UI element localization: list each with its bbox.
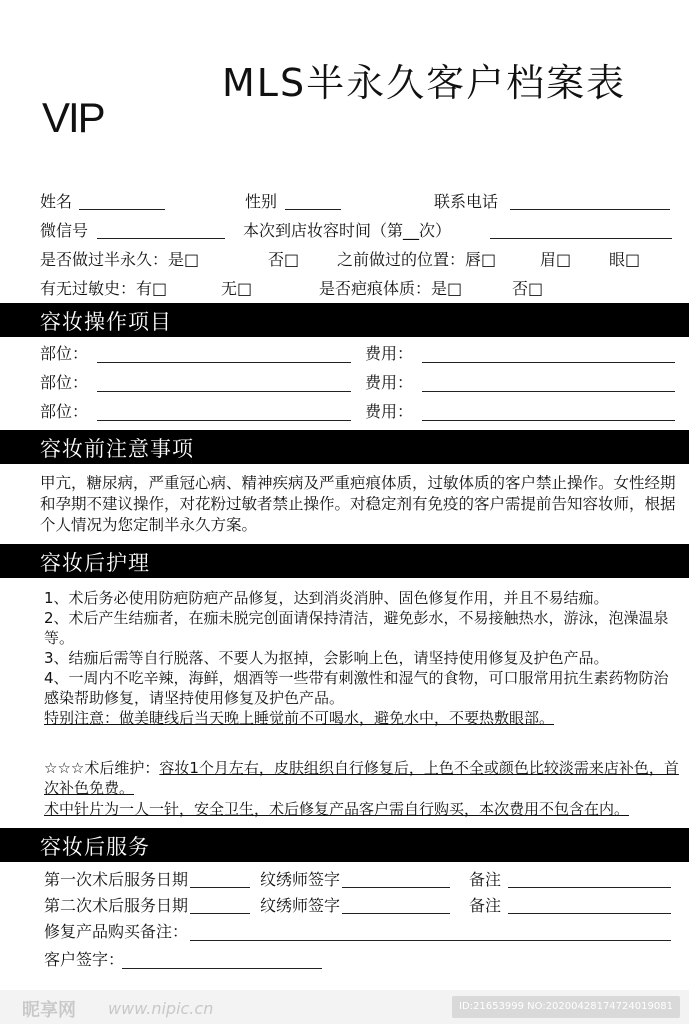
positions-eye[interactable]: 眼□ — [609, 250, 641, 269]
first-date-label: 第一次术后服务日期 — [44, 870, 189, 889]
allergy-no[interactable]: 无□ — [221, 279, 253, 298]
artist-sign-label-1: 纹绣师签字 — [260, 870, 341, 889]
page-title: MLS半永久客户档案表 — [222, 61, 627, 105]
after-care-item: 3、结痂后需等自行脱落、不要人为抠掉，会影响上色，请坚持使用修复及护色产品。 — [44, 649, 609, 667]
gender-label: 性别 — [245, 192, 278, 211]
maintenance-text: 容妆1个月左右，皮肤组织自行修复后，上色不全或颜色比较淡需来店补色，首次补色免费。 — [44, 759, 679, 797]
remark-field-2[interactable] — [508, 912, 671, 914]
wechat-label: 微信号 — [40, 221, 89, 240]
needle-note-wrap — [44, 799, 680, 819]
done-before-no[interactable]: 否□ — [268, 250, 300, 269]
section-title-operation: 容妆操作项目 — [40, 310, 172, 334]
visit-time-label: 本次到店妆容时间（第__次） — [243, 221, 452, 240]
before-notes: 甲亢，糖尿病，严重冠心病、精神疾病及严重疤痕体质，过敏体质的客户禁止操作。女性经期和孕期不建议操作，对花粉过敏者禁止操作。对稳定剂有免疫的客户需提前告知容妆师，根据个人情况为您定制半永久方案。 — [40, 474, 676, 534]
name-field[interactable] — [79, 208, 165, 210]
maintenance-prefix: ☆☆☆术后维护： — [44, 759, 160, 777]
special-note: 特别注意：做美睫线后当天晚上睡觉前不可喝水，避免水中，不要热敷眼部。 — [44, 709, 555, 727]
artist-sign-label-2: 纹绣师签字 — [260, 896, 341, 915]
fee-field-2[interactable] — [422, 390, 675, 392]
watermark-site: www.nipic.cn — [108, 999, 214, 1018]
second-date-label: 第二次术后服务日期 — [44, 896, 189, 915]
positions-brow[interactable]: 眉□ — [540, 250, 572, 269]
done-before-label[interactable]: 是否做过半永久：是□ — [40, 250, 200, 269]
scar-yes[interactable]: 是否疤痕体质：是□ — [319, 279, 463, 298]
positions-lip[interactable]: 之前做过的位置：唇□ — [337, 250, 497, 269]
gender-field[interactable] — [285, 208, 341, 210]
customer-sign-label: 客户签字： — [44, 950, 125, 969]
part-field-1[interactable] — [97, 361, 351, 363]
part-label-2: 部位： — [40, 373, 89, 392]
name-label: 姓名 — [40, 192, 73, 211]
purchase-field[interactable] — [190, 939, 671, 941]
vip-label: VIP — [42, 94, 104, 141]
fee-field-3[interactable] — [422, 419, 675, 421]
fee-label-1: 费用： — [365, 344, 414, 363]
after-care-item: 1、术后务必使用防疤防疤产品修复，达到消炎消肿、固色修复作用，并且不易结痂。 — [44, 589, 609, 607]
watermark-logo: 昵享网 — [22, 1000, 76, 1021]
section-header-service — [0, 828, 689, 862]
maintenance-note — [44, 758, 680, 798]
part-field-3[interactable] — [97, 419, 351, 421]
part-label-3: 部位： — [40, 402, 89, 421]
remark-label-2: 备注 — [469, 896, 502, 915]
section-title-before: 容妆前注意事项 — [40, 437, 194, 461]
customer-sign-field[interactable] — [122, 967, 322, 969]
artist-sign-field-1[interactable] — [342, 886, 450, 888]
remark-label-1: 备注 — [469, 870, 502, 889]
artist-sign-field-2[interactable] — [342, 912, 450, 914]
after-care-list — [44, 588, 680, 728]
section-title-service: 容妆后服务 — [40, 835, 150, 859]
fee-label-2: 费用： — [365, 373, 414, 392]
fee-label-3: 费用： — [365, 402, 414, 421]
section-title-after: 容妆后护理 — [40, 551, 150, 575]
phone-field[interactable] — [510, 208, 670, 210]
phone-label: 联系电话 — [434, 192, 499, 211]
needle-note: 术中针片为一人一针，安全卫生，术后修复产品客户需自行购买，本次费用不包含在内。 — [44, 800, 630, 818]
second-date-field[interactable] — [190, 912, 250, 914]
visit-time-field[interactable] — [490, 237, 672, 239]
section-header-operation — [0, 303, 689, 337]
fee-field-1[interactable] — [422, 361, 675, 363]
purchase-label: 修复产品购买备注： — [44, 922, 189, 941]
part-field-2[interactable] — [97, 390, 351, 392]
wechat-field[interactable] — [97, 237, 225, 239]
allergy-yes[interactable]: 有无过敏史：有□ — [40, 279, 168, 298]
section-header-after — [0, 544, 689, 578]
section-header-before — [0, 430, 689, 464]
scar-no[interactable]: 否□ — [512, 279, 544, 298]
part-label-1: 部位： — [40, 344, 89, 363]
after-care-item: 2、术后产生结痂者，在痂未脱完创面请保持清洁，避免彭水，不易接触热水，游泳，泡澡温泉等。 — [44, 609, 669, 647]
image-id-tag: ID:21653999 NO:20200428174724019081 — [452, 996, 680, 1018]
first-date-field[interactable] — [190, 886, 250, 888]
after-care-item: 4、一周内不吃辛辣，海鲜，烟酒等一些带有刺激性和湿气的食物，可口服常用抗生素药物防治感染帮助修复，请坚持使用修复及护色产品。 — [44, 669, 669, 707]
remark-field-1[interactable] — [508, 886, 671, 888]
